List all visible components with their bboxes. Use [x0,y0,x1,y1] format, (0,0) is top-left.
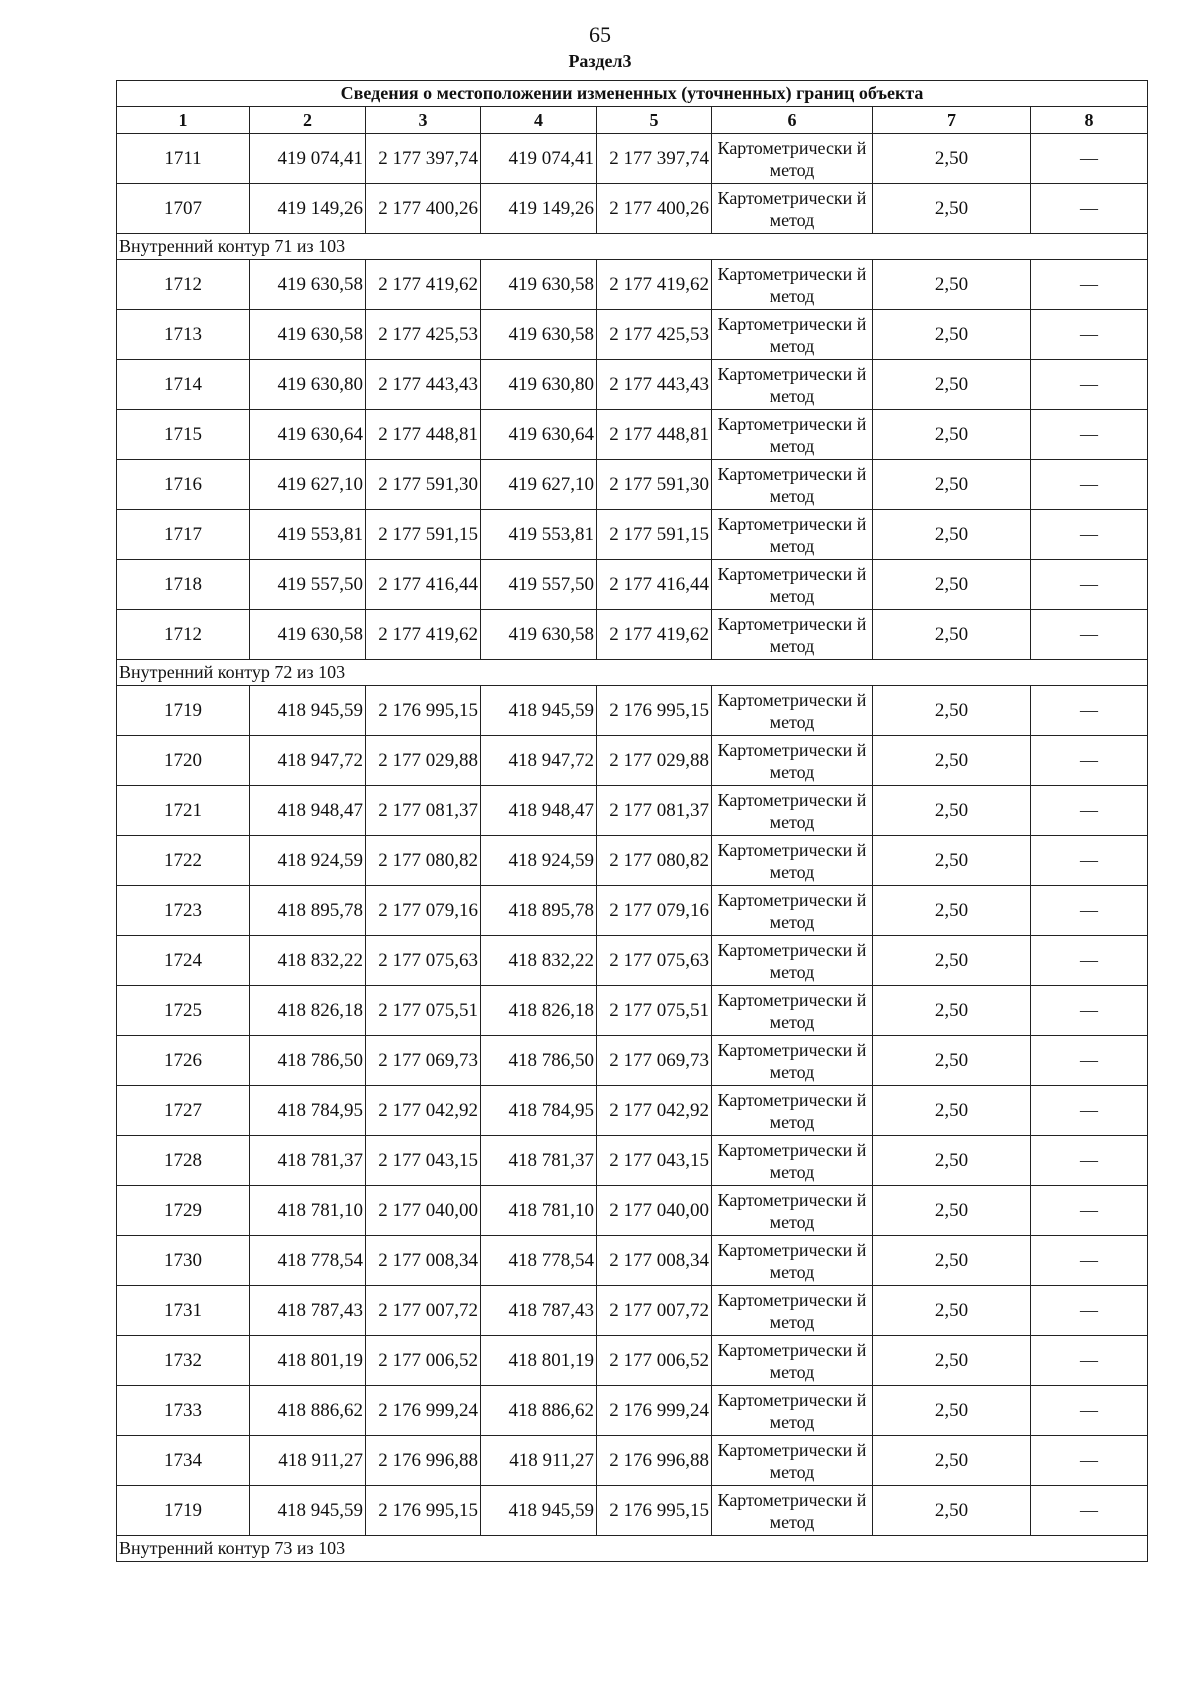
y-coordinate-cell: 2 177 043,15 [597,1136,712,1186]
accuracy-cell: 2,50 [873,410,1031,460]
y-coordinate-cell: 2 177 425,53 [597,310,712,360]
accuracy-cell: 2,50 [873,686,1031,736]
x-coordinate-cell: 419 627,10 [481,460,597,510]
table-body [117,134,1148,1562]
table-row [117,610,1148,660]
note-cell: — [1031,1286,1148,1336]
table-row [117,1186,1148,1236]
note-cell: — [1031,610,1148,660]
table-row [117,560,1148,610]
x-coordinate-cell: 419 557,50 [481,560,597,610]
y-coordinate-cell: 2 177 042,92 [366,1086,481,1136]
x-coordinate-cell: 418 826,18 [250,986,366,1036]
y-coordinate-cell: 2 177 075,63 [597,936,712,986]
x-coordinate-cell: 418 778,54 [250,1236,366,1286]
y-coordinate-cell: 2 177 007,72 [597,1286,712,1336]
x-coordinate-cell: 418 826,18 [481,986,597,1036]
x-coordinate-cell: 418 781,37 [481,1136,597,1186]
table-row [117,1286,1148,1336]
note-cell: — [1031,1236,1148,1286]
method-cell: Картометрически й метод [712,986,873,1036]
note-cell: — [1031,134,1148,184]
x-coordinate-cell: 419 630,64 [481,410,597,460]
x-coordinate-cell: 418 781,10 [481,1186,597,1236]
point-number-cell: 1727 [117,1086,250,1136]
y-coordinate-cell: 2 177 400,26 [597,184,712,234]
accuracy-cell: 2,50 [873,1036,1031,1086]
y-coordinate-cell: 2 176 999,24 [366,1386,481,1436]
note-cell: — [1031,1036,1148,1086]
y-coordinate-cell: 2 177 006,52 [597,1336,712,1386]
x-coordinate-cell: 419 630,58 [481,610,597,660]
y-coordinate-cell: 2 177 419,62 [366,260,481,310]
x-coordinate-cell: 418 948,47 [250,786,366,836]
table-row [117,736,1148,786]
table-caption-row [117,81,1148,107]
y-coordinate-cell: 2 177 042,92 [597,1086,712,1136]
table-row [117,410,1148,460]
accuracy-cell: 2,50 [873,134,1031,184]
section-title: Раздел3 [568,51,632,71]
method-cell: Картометрически й метод [712,1486,873,1536]
note-cell: — [1031,836,1148,886]
y-coordinate-cell: 2 177 591,30 [597,460,712,510]
y-coordinate-cell: 2 177 069,73 [597,1036,712,1086]
accuracy-cell: 2,50 [873,1486,1031,1536]
y-coordinate-cell: 2 177 029,88 [366,736,481,786]
point-number-cell: 1724 [117,936,250,986]
point-number-cell: 1714 [117,360,250,410]
y-coordinate-cell: 2 177 007,72 [366,1286,481,1336]
y-coordinate-cell: 2 177 443,43 [366,360,481,410]
table-row [117,184,1148,234]
method-cell: Картометрически й метод [712,1286,873,1336]
table-row [117,1436,1148,1486]
x-coordinate-cell: 418 948,47 [481,786,597,836]
method-cell: Картометрически й метод [712,460,873,510]
accuracy-cell: 2,50 [873,1136,1031,1186]
method-cell: Картометрически й метод [712,1036,873,1086]
column-header: 3 [366,107,481,134]
x-coordinate-cell: 418 886,62 [481,1386,597,1436]
point-number-cell: 1716 [117,460,250,510]
boundary-coordinates-table [116,80,1148,1562]
y-coordinate-cell: 2 177 591,30 [366,460,481,510]
column-header: 8 [1031,107,1148,134]
method-cell: Картометрически й метод [712,1436,873,1486]
note-cell: — [1031,310,1148,360]
y-coordinate-cell: 2 177 075,51 [597,986,712,1036]
y-coordinate-cell: 2 177 006,52 [366,1336,481,1386]
note-cell: — [1031,786,1148,836]
accuracy-cell: 2,50 [873,1436,1031,1486]
point-number-cell: 1718 [117,560,250,610]
x-coordinate-cell: 418 832,22 [481,936,597,986]
x-coordinate-cell: 418 945,59 [481,686,597,736]
method-cell: Картометрически й метод [712,560,873,610]
x-coordinate-cell: 419 557,50 [250,560,366,610]
y-coordinate-cell: 2 177 079,16 [597,886,712,936]
table-row [117,1036,1148,1086]
method-cell: Картометрически й метод [712,1136,873,1186]
column-header: 5 [597,107,712,134]
note-cell: — [1031,686,1148,736]
method-cell: Картометрически й метод [712,410,873,460]
accuracy-cell: 2,50 [873,936,1031,986]
y-coordinate-cell: 2 176 996,88 [597,1436,712,1486]
table-row [117,1086,1148,1136]
method-cell: Картометрически й метод [712,610,873,660]
x-coordinate-cell: 419 149,26 [481,184,597,234]
method-cell: Картометрически й метод [712,1336,873,1386]
note-cell: — [1031,886,1148,936]
method-cell: Картометрически й метод [712,1186,873,1236]
y-coordinate-cell: 2 177 443,43 [597,360,712,410]
point-number-cell: 1728 [117,1136,250,1186]
point-number-cell: 1721 [117,786,250,836]
table-row [117,886,1148,936]
page-number: 65 [589,22,611,47]
accuracy-cell: 2,50 [873,1236,1031,1286]
x-coordinate-cell: 418 832,22 [250,936,366,986]
x-coordinate-cell: 419 630,80 [481,360,597,410]
contour-label: Внутренний контур 72 из 103 [117,660,1148,686]
table-row [117,1386,1148,1436]
y-coordinate-cell: 2 177 040,00 [366,1186,481,1236]
y-coordinate-cell: 2 177 400,26 [366,184,481,234]
y-coordinate-cell: 2 177 075,63 [366,936,481,986]
x-coordinate-cell: 419 630,64 [250,410,366,460]
point-number-cell: 1729 [117,1186,250,1236]
x-coordinate-cell: 418 895,78 [481,886,597,936]
point-number-cell: 1732 [117,1336,250,1386]
point-number-cell: 1726 [117,1036,250,1086]
method-cell: Картометрически й метод [712,936,873,986]
method-cell: Картометрически й метод [712,134,873,184]
point-number-cell: 1731 [117,1286,250,1336]
y-coordinate-cell: 2 177 448,81 [366,410,481,460]
point-number-cell: 1734 [117,1436,250,1486]
point-number-cell: 1723 [117,886,250,936]
point-number-cell: 1713 [117,310,250,360]
column-header: 4 [481,107,597,134]
point-number-cell: 1711 [117,134,250,184]
method-cell: Картометрически й метод [712,1086,873,1136]
x-coordinate-cell: 419 149,26 [250,184,366,234]
point-number-cell: 1730 [117,1236,250,1286]
table-row [117,310,1148,360]
x-coordinate-cell: 419 630,58 [481,310,597,360]
note-cell: — [1031,510,1148,560]
method-cell: Картометрически й метод [712,736,873,786]
method-cell: Картометрически й метод [712,510,873,560]
x-coordinate-cell: 418 924,59 [250,836,366,886]
note-cell: — [1031,460,1148,510]
note-cell: — [1031,1086,1148,1136]
accuracy-cell: 2,50 [873,560,1031,610]
table-row [117,836,1148,886]
method-cell: Картометрически й метод [712,786,873,836]
y-coordinate-cell: 2 177 043,15 [366,1136,481,1186]
method-cell: Картометрически й метод [712,260,873,310]
x-coordinate-cell: 419 553,81 [250,510,366,560]
accuracy-cell: 2,50 [873,1186,1031,1236]
x-coordinate-cell: 419 630,80 [250,360,366,410]
accuracy-cell: 2,50 [873,736,1031,786]
y-coordinate-cell: 2 177 008,34 [597,1236,712,1286]
table-row [117,936,1148,986]
note-cell: — [1031,410,1148,460]
point-number-cell: 1712 [117,610,250,660]
method-cell: Картометрически й метод [712,310,873,360]
x-coordinate-cell: 419 074,41 [250,134,366,184]
x-coordinate-cell: 418 801,19 [481,1336,597,1386]
table-row [117,686,1148,736]
note-cell: — [1031,184,1148,234]
table-row [117,460,1148,510]
note-cell: — [1031,1386,1148,1436]
accuracy-cell: 2,50 [873,1086,1031,1136]
y-coordinate-cell: 2 177 081,37 [597,786,712,836]
table-row [117,986,1148,1036]
x-coordinate-cell: 418 786,50 [250,1036,366,1086]
y-coordinate-cell: 2 177 008,34 [366,1236,481,1286]
point-number-cell: 1722 [117,836,250,886]
y-coordinate-cell: 2 177 591,15 [597,510,712,560]
table-row [117,1336,1148,1386]
y-coordinate-cell: 2 177 075,51 [366,986,481,1036]
method-cell: Картометрически й метод [712,184,873,234]
note-cell: — [1031,560,1148,610]
y-coordinate-cell: 2 177 416,44 [366,560,481,610]
contour-label: Внутренний контур 71 из 103 [117,234,1148,260]
contour-label-row [117,660,1148,686]
y-coordinate-cell: 2 176 996,88 [366,1436,481,1486]
table-row [117,1136,1148,1186]
x-coordinate-cell: 418 911,27 [250,1436,366,1486]
x-coordinate-cell: 418 784,95 [481,1086,597,1136]
y-coordinate-cell: 2 177 419,62 [366,610,481,660]
x-coordinate-cell: 419 074,41 [481,134,597,184]
accuracy-cell: 2,50 [873,1336,1031,1386]
x-coordinate-cell: 418 784,95 [250,1086,366,1136]
y-coordinate-cell: 2 177 425,53 [366,310,481,360]
y-coordinate-cell: 2 177 591,15 [366,510,481,560]
y-coordinate-cell: 2 176 995,15 [366,1486,481,1536]
note-cell: — [1031,1336,1148,1386]
x-coordinate-cell: 418 781,37 [250,1136,366,1186]
x-coordinate-cell: 419 627,10 [250,460,366,510]
note-cell: — [1031,1436,1148,1486]
table-row [117,510,1148,560]
column-header: 1 [117,107,250,134]
y-coordinate-cell: 2 177 080,82 [366,836,481,886]
x-coordinate-cell: 418 945,59 [481,1486,597,1536]
accuracy-cell: 2,50 [873,184,1031,234]
point-number-cell: 1725 [117,986,250,1036]
x-coordinate-cell: 418 895,78 [250,886,366,936]
note-cell: — [1031,1486,1148,1536]
y-coordinate-cell: 2 177 448,81 [597,410,712,460]
table-row [117,360,1148,410]
column-header: 7 [873,107,1031,134]
y-coordinate-cell: 2 177 080,82 [597,836,712,886]
accuracy-cell: 2,50 [873,886,1031,936]
x-coordinate-cell: 419 630,58 [481,260,597,310]
note-cell: — [1031,260,1148,310]
note-cell: — [1031,736,1148,786]
accuracy-cell: 2,50 [873,460,1031,510]
x-coordinate-cell: 418 947,72 [250,736,366,786]
contour-label-row [117,234,1148,260]
x-coordinate-cell: 419 630,58 [250,260,366,310]
note-cell: — [1031,1136,1148,1186]
table-row [117,786,1148,836]
x-coordinate-cell: 418 911,27 [481,1436,597,1486]
contour-label: Внутренний контур 73 из 103 [117,1536,1148,1562]
accuracy-cell: 2,50 [873,1286,1031,1336]
y-coordinate-cell: 2 176 995,15 [366,686,481,736]
y-coordinate-cell: 2 177 419,62 [597,610,712,660]
accuracy-cell: 2,50 [873,510,1031,560]
table-row [117,1236,1148,1286]
y-coordinate-cell: 2 177 419,62 [597,260,712,310]
table-caption: Сведения о местоположении измененных (уточненных) границ объекта [117,81,1148,107]
table-header-row [117,107,1148,134]
x-coordinate-cell: 418 924,59 [481,836,597,886]
x-coordinate-cell: 418 787,43 [250,1286,366,1336]
x-coordinate-cell: 418 778,54 [481,1236,597,1286]
column-header: 2 [250,107,366,134]
method-cell: Картометрически й метод [712,1386,873,1436]
method-cell: Картометрически й метод [712,836,873,886]
method-cell: Картометрически й метод [712,686,873,736]
method-cell: Картометрически й метод [712,360,873,410]
accuracy-cell: 2,50 [873,610,1031,660]
y-coordinate-cell: 2 177 397,74 [597,134,712,184]
point-number-cell: 1719 [117,1486,250,1536]
y-coordinate-cell: 2 177 079,16 [366,886,481,936]
accuracy-cell: 2,50 [873,786,1031,836]
note-cell: — [1031,1186,1148,1236]
x-coordinate-cell: 418 947,72 [481,736,597,786]
y-coordinate-cell: 2 176 995,15 [597,1486,712,1536]
method-cell: Картометрически й метод [712,1236,873,1286]
y-coordinate-cell: 2 176 999,24 [597,1386,712,1436]
x-coordinate-cell: 419 630,58 [250,610,366,660]
x-coordinate-cell: 418 945,59 [250,1486,366,1536]
point-number-cell: 1733 [117,1386,250,1436]
x-coordinate-cell: 419 553,81 [481,510,597,560]
contour-label-row [117,1536,1148,1562]
note-cell: — [1031,986,1148,1036]
table-row [117,260,1148,310]
x-coordinate-cell: 419 630,58 [250,310,366,360]
x-coordinate-cell: 418 786,50 [481,1036,597,1086]
point-number-cell: 1707 [117,184,250,234]
y-coordinate-cell: 2 177 040,00 [597,1186,712,1236]
method-cell: Картометрически й метод [712,886,873,936]
accuracy-cell: 2,50 [873,260,1031,310]
y-coordinate-cell: 2 177 069,73 [366,1036,481,1086]
accuracy-cell: 2,50 [873,1386,1031,1436]
note-cell: — [1031,360,1148,410]
x-coordinate-cell: 418 945,59 [250,686,366,736]
x-coordinate-cell: 418 886,62 [250,1386,366,1436]
x-coordinate-cell: 418 787,43 [481,1286,597,1336]
accuracy-cell: 2,50 [873,986,1031,1036]
y-coordinate-cell: 2 177 397,74 [366,134,481,184]
point-number-cell: 1720 [117,736,250,786]
y-coordinate-cell: 2 176 995,15 [597,686,712,736]
note-cell: — [1031,936,1148,986]
table-row [117,134,1148,184]
accuracy-cell: 2,50 [873,360,1031,410]
accuracy-cell: 2,50 [873,310,1031,360]
y-coordinate-cell: 2 177 416,44 [597,560,712,610]
y-coordinate-cell: 2 177 081,37 [366,786,481,836]
accuracy-cell: 2,50 [873,836,1031,886]
point-number-cell: 1719 [117,686,250,736]
y-coordinate-cell: 2 177 029,88 [597,736,712,786]
column-header: 6 [712,107,873,134]
point-number-cell: 1717 [117,510,250,560]
point-number-cell: 1715 [117,410,250,460]
x-coordinate-cell: 418 781,10 [250,1186,366,1236]
x-coordinate-cell: 418 801,19 [250,1336,366,1386]
point-number-cell: 1712 [117,260,250,310]
table-row [117,1486,1148,1536]
